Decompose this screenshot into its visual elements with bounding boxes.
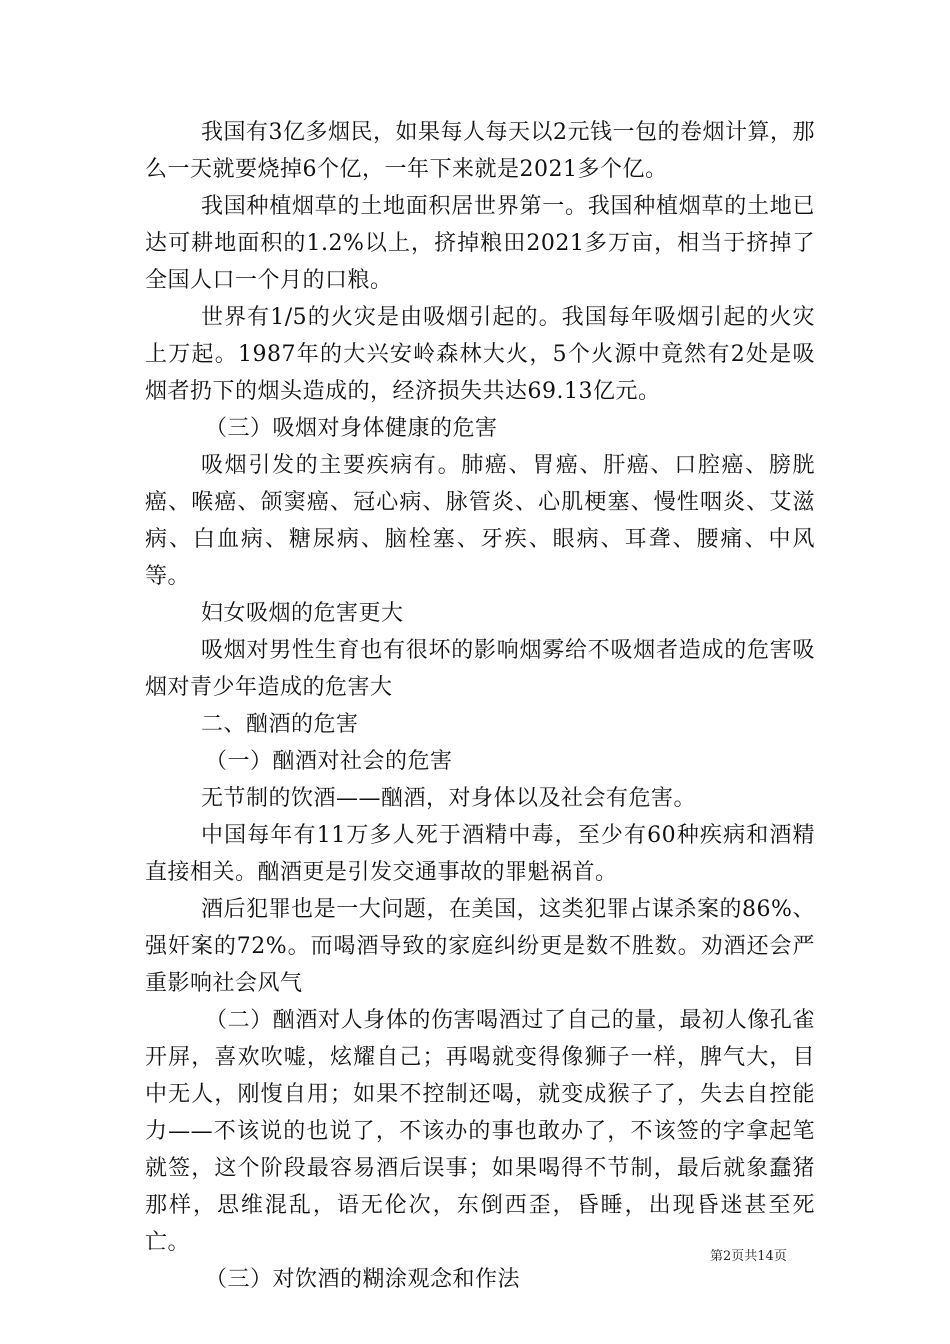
paragraph-smoking-cost: 我国有3亿多烟民，如果每人每天以2元钱一包的卷烟计算，那么一天就要烧掉6个亿，一年下来就是2021多个亿。 xyxy=(145,120,815,182)
paragraph-alcohol-definition: 无节制的饮酒——酗酒，对身体以及社会有危害。 xyxy=(201,786,697,811)
paragraph-alcohol-body: （二）酗酒对人身体的伤害喝酒过了自己的量，最初人像孔雀开屏，喜欢吹嘘，炫耀自己；再喝就变得像狮子一样，脾气大，目中无人，刚愎自用；如果不控制还喝，就变成猴子了，失去自控能力——不该说的也说了，不该办的事也敢办了，不该签的字拿起笔就签，这个阶段最容易酒后误事；如果喝得不节制，最后就象蠢猪那样，思维混乱，语无伦次，东倒西歪，昏睡，出现昏迷甚至死亡。 xyxy=(145,1008,815,1255)
paragraph-fire: 世界有1/5的火灾是由吸烟引起的。我国每年吸烟引起的火灾上万起。1987年的大兴安岭森林大火，5个火源中竟然有2处是吸烟者扔下的烟头造成的，经济损失共达69.13亿元。 xyxy=(145,305,815,404)
section-heading-alcohol: 二、酗酒的危害 xyxy=(201,712,359,737)
document-body xyxy=(145,114,815,1298)
paragraph-men-youth: 吸烟对男性生育也有很坏的影响烟雾给不吸烟者造成的危害吸烟对青少年造成的危害大 xyxy=(145,638,815,700)
paragraph-tobacco-land: 我国种植烟草的土地面积居世界第一。我国种植烟草的土地已达可耕地面积的1.2%以上，挤掉粮田2021多万亩，相当于挤掉了全国人口一个月的口粮。 xyxy=(145,194,815,293)
paragraph-diseases: 吸烟引发的主要疾病有。肺癌、胃癌、肝癌、口腔癌、膀胱癌、喉癌、颌窦癌、冠心病、脉管炎、心肌梗塞、慢性咽炎、艾滋病、白血病、糖尿病、脑栓塞、牙疾、眼病、耳聋、腰痛、中风等。 xyxy=(145,453,815,589)
paragraph-alcohol-deaths: 中国每年有11万多人死于酒精中毒，至少有60种疾病和酒精直接相关。酗酒更是引发交通事故的罪魁祸首。 xyxy=(145,823,815,885)
section-heading-health-harm: （三）吸烟对身体健康的危害 xyxy=(205,416,498,441)
paragraph-alcohol-crime: 酒后犯罪也是一大问题，在美国，这类犯罪占谋杀案的86%、强奸案的72%。而喝酒导致的家庭纠纷更是数不胜数。劝酒还会严重影响社会风气 xyxy=(145,897,815,996)
paragraph-women: 妇女吸烟的危害更大 xyxy=(201,601,404,626)
section-heading-alcohol-society: （一）酗酒对社会的危害 xyxy=(205,749,453,774)
page-number-footer: 第2页共14页 xyxy=(710,1249,787,1264)
section-heading-misconceptions: （三）对饮酒的糊涂观念和作法 xyxy=(205,1267,521,1292)
